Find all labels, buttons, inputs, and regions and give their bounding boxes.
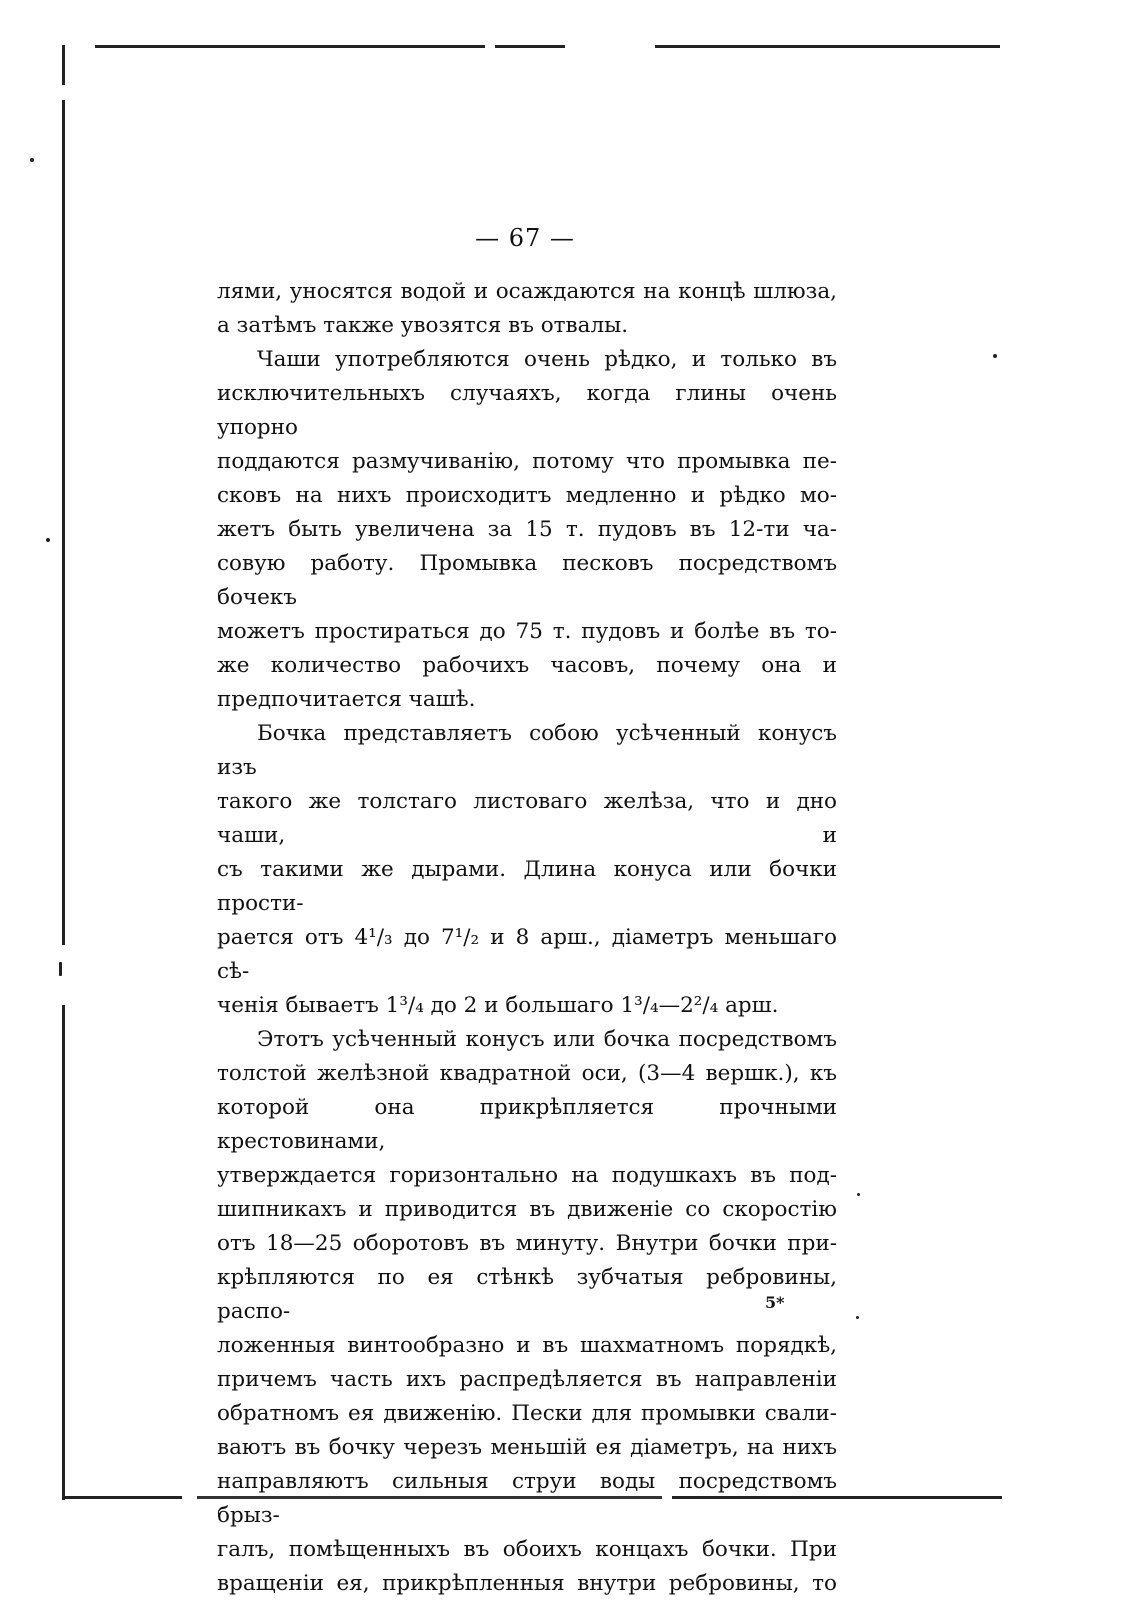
scan-speck [59, 962, 62, 976]
text-line: обратномъ ея движенію. Пески для промывки свали- [217, 1401, 837, 1426]
text-line: направляютъ сильныя струи воды посредствомъ брыз- [217, 1469, 837, 1528]
text-line: ложенныя винтообразно и въ шахматномъ порядкѣ, [217, 1333, 837, 1358]
text-line: лями, уносятся водой и осаждаются на концѣ шлюза, [217, 279, 837, 304]
text-line: а затѣмъ также увозятся въ отвалы. [217, 313, 629, 338]
text-line: галъ, помѣщенныхъ въ обоихъ концахъ бочки. При [217, 1537, 837, 1562]
text-line: жетъ быть увеличена за 15 т. пудовъ въ 12-ти ча- [217, 517, 837, 542]
page-frame-left [62, 45, 65, 1500]
text-line: причемъ часть ихъ распредѣляется въ направленіи [217, 1367, 837, 1392]
signature-mark: 5* [765, 1293, 785, 1312]
text-line: Чаши употребляются очень рѣдко, и только въ [257, 347, 837, 372]
text-line: же количество рабочихъ часовъ, почему она и [217, 653, 837, 678]
text-line: Бочка представляетъ собою усѣченный конусъ изъ [217, 721, 837, 780]
text-line: ченія бываетъ 1³/₄ до 2 и большаго 1³/₄—2²/₄ арш. [217, 993, 779, 1018]
text-line: утверждается горизонтально на подушкахъ въ под- [217, 1163, 837, 1188]
text-line: рается отъ 4¹/₃ до 7¹/₂ и 8 арш., діаметръ меньшаго сѣ- [217, 925, 837, 984]
text-line: такого же толстаго листоваго желѣза, что и дно чаши, и [217, 789, 837, 848]
scan-speck [46, 538, 50, 542]
scan-speck [856, 1316, 859, 1319]
body-text [217, 275, 837, 1601]
scan-speck [993, 354, 997, 358]
text-line: крѣпляются по ея стѣнкѣ зубчатыя ребровины, распо- [217, 1265, 837, 1324]
text-line: ваютъ въ бочку черезъ меньшій ея діаметръ, на нихъ [217, 1435, 837, 1460]
scan-speck [857, 1193, 860, 1196]
text-line: можетъ простираться до 75 т. пудовъ и болѣе въ то- [217, 619, 837, 644]
text-line: сковъ на нихъ происходитъ медленно и рѣдко мо- [217, 483, 837, 508]
text-line: которой она прикрѣпляется прочными крестовинами, [217, 1095, 837, 1154]
text-line: вращеніи ея, прикрѣпленныя внутри ребровины, то [217, 1571, 837, 1596]
text-line: совую работу. Промывка песковъ посредствомъ бочекъ [217, 551, 837, 610]
page-number: — 67 — [475, 224, 575, 252]
page-frame-top [95, 45, 1000, 48]
text-line: исключительныхъ случаяхъ, когда глины очень упорно [217, 381, 837, 440]
scan-speck [30, 158, 34, 162]
text-line: толстой желѣзной квадратной оси, (3—4 вершк.), къ [217, 1061, 837, 1086]
text-line: съ такими же дырами. Длина конуса или бочки прости- [217, 857, 837, 916]
text-line: Этотъ усѣченный конусъ или бочка посредствомъ [257, 1027, 837, 1052]
text-line: поддаются размучиванію, потому что промывка пе- [217, 449, 837, 474]
text-line: отъ 18—25 оборотовъ въ минуту. Внутри бочки при- [217, 1231, 837, 1256]
text-line: шипникахъ и приводится въ движеніе со скоростію [217, 1197, 837, 1222]
text-line: предпочитается чашѣ. [217, 687, 476, 712]
